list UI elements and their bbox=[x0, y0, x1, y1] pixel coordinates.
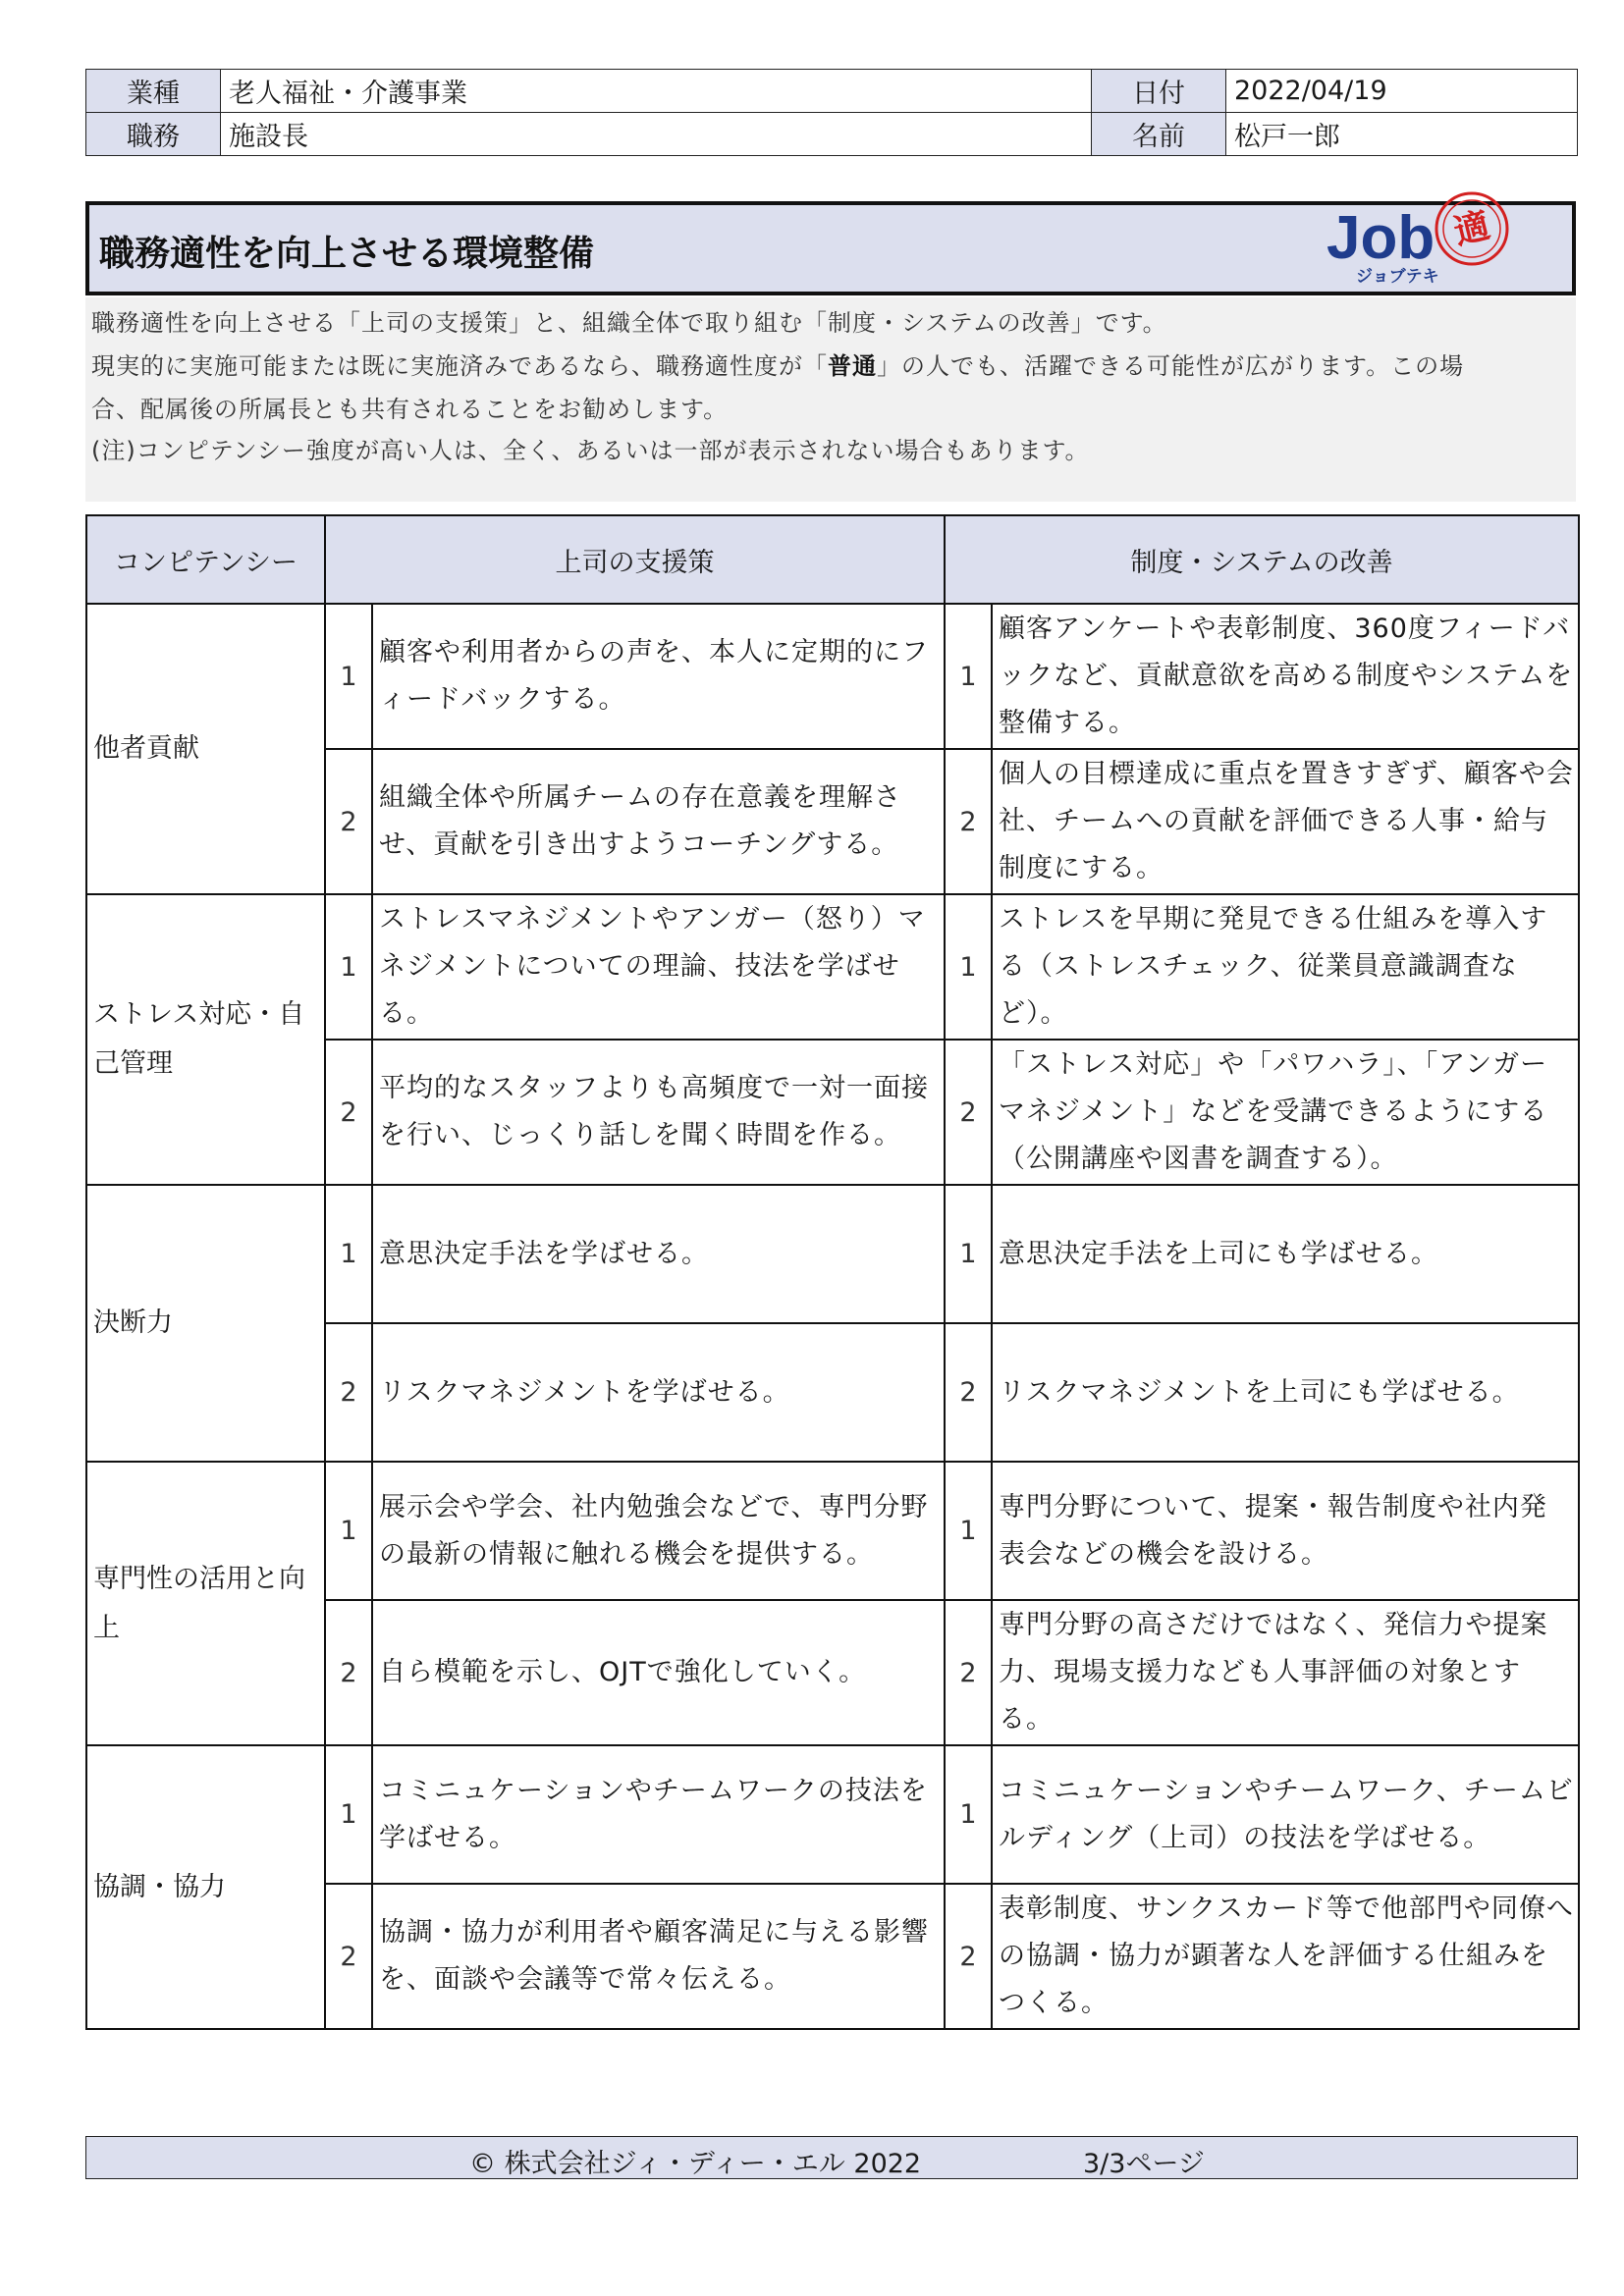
row-number: 1 bbox=[325, 894, 372, 1040]
logo-subtext: ジョブテキ bbox=[1356, 267, 1439, 287]
logo-text: Job bbox=[1326, 204, 1435, 272]
description-line-2: 現実的に実施可能または既に実施済みであるなら、職務適性度が「普通」の人でも、活躍できる可能性が広がります。この場 bbox=[91, 352, 1465, 380]
row-number: 1 bbox=[325, 1185, 372, 1323]
table-row bbox=[86, 1185, 1579, 1323]
competency-table bbox=[85, 514, 1580, 2030]
table-row bbox=[86, 1462, 1579, 1600]
row-number: 1 bbox=[945, 894, 992, 1040]
job-value: 施設長 bbox=[221, 113, 1092, 156]
row-number: 1 bbox=[945, 1745, 992, 1884]
row-number: 2 bbox=[325, 1884, 372, 2029]
support-cell: 平均的なスタッフよりも高頻度で一対一面接を行い、じっくり話しを聞く時間を作る。 bbox=[372, 1040, 945, 1185]
row-number: 2 bbox=[945, 1040, 992, 1185]
system-cell: 「ストレス対応」や「パワハラ」、「アンガーマネジメント」などを受講できるようにする（公開講座や図書を調査する）。 bbox=[992, 1040, 1579, 1185]
date-value: 2022/04/19 bbox=[1226, 70, 1578, 113]
support-cell: 顧客や利用者からの声を、本人に定期的にフィードバックする。 bbox=[372, 604, 945, 749]
support-cell: ストレスマネジメントやアンガー（怒り）マネジメントについての理論、技法を学ばせる。 bbox=[372, 894, 945, 1040]
system-cell: 個人の目標達成に重点を置きすぎず、顧客や会社、チームへの貢献を評価できる人事・給与制度にする。 bbox=[992, 749, 1579, 894]
support-cell: 組織全体や所属チームの存在意義を理解させ、貢献を引き出すようコーチングする。 bbox=[372, 749, 945, 894]
support-cell: 自ら模範を示し、OJTで強化していく。 bbox=[372, 1600, 945, 1745]
system-cell: 専門分野の高さだけではなく、発信力や提案力、現場支援力なども人事評価の対象とする。 bbox=[992, 1600, 1579, 1745]
competency-name: 協調・協力 bbox=[86, 1745, 325, 2029]
row-number: 2 bbox=[325, 749, 372, 894]
competency-name: 決断力 bbox=[86, 1185, 325, 1462]
system-cell: 専門分野について、提案・報告制度や社内発表会などの機会を設ける。 bbox=[992, 1462, 1579, 1600]
page-footer bbox=[85, 2136, 1578, 2179]
job-label: 職務 bbox=[86, 113, 221, 156]
support-cell: 展示会や学会、社内勉強会などで、専門分野の最新の情報に触れる機会を提供する。 bbox=[372, 1462, 945, 1600]
name-label: 名前 bbox=[1092, 113, 1226, 156]
document-info-table bbox=[85, 69, 1578, 156]
system-cell: コミニュケーションやチームワーク、チームビルディング（上司）の技法を学ばせる。 bbox=[992, 1745, 1579, 1884]
logo-badge: 適 bbox=[1449, 205, 1494, 253]
system-cell: 顧客アンケートや表彰制度、360度フィードバックなど、貢献意欲を高める制度やシステムを整備する。 bbox=[992, 604, 1579, 749]
competency-name: ストレス対応・自己管理 bbox=[86, 894, 325, 1185]
industry-label: 業種 bbox=[86, 70, 221, 113]
description-line-3: 合、配属後の所属長とも共有されることをお勧めします。 bbox=[91, 396, 729, 423]
section-title: 職務適性を向上させる環境整備 bbox=[99, 234, 595, 274]
support-cell: 協調・協力が利用者や顧客満足に与える影響を、面談や会議等で常々伝える。 bbox=[372, 1884, 945, 2029]
support-cell: コミニュケーションやチームワークの技法を学ばせる。 bbox=[372, 1745, 945, 1884]
system-cell: 表彰制度、サンクスカード等で他部門や同僚への協調・協力が顕著な人を評価する仕組みをつくる。 bbox=[992, 1884, 1579, 2029]
system-cell: ストレスを早期に発見できる仕組みを導入する（ストレスチェック、従業員意識調査など）。 bbox=[992, 894, 1579, 1040]
row-number: 1 bbox=[945, 1185, 992, 1323]
support-cell: リスクマネジメントを学ばせる。 bbox=[372, 1323, 945, 1462]
row-number: 1 bbox=[325, 1462, 372, 1600]
competency-name: 他者貢献 bbox=[86, 604, 325, 894]
support-cell: 意思決定手法を学ばせる。 bbox=[372, 1185, 945, 1323]
row-number: 2 bbox=[945, 749, 992, 894]
row-number: 2 bbox=[945, 1323, 992, 1462]
industry-value: 老人福祉・介護事業 bbox=[221, 70, 1092, 113]
row-number: 2 bbox=[945, 1600, 992, 1745]
header-system-improvement: 制度・システムの改善 bbox=[945, 515, 1579, 604]
row-number: 1 bbox=[945, 604, 992, 749]
description-note: (注)コンピテンシー強度が高い人は、全く、あるいは一部が表示されない場合もあります。 bbox=[91, 437, 1090, 464]
row-number: 2 bbox=[325, 1323, 372, 1462]
section-title-box bbox=[85, 201, 1576, 295]
description-line-1: 職務適性を向上させる「上司の支援策」と、組織全体で取り組む「制度・システムの改善」です。 bbox=[91, 309, 1167, 337]
page-number: 3/3ページ bbox=[1083, 2149, 1205, 2179]
jobtekki-logo bbox=[1307, 191, 1543, 290]
header-competency: コンピテンシー bbox=[86, 515, 325, 604]
table-row bbox=[86, 894, 1579, 1040]
highlight-normal: 普通 bbox=[828, 352, 877, 380]
copyright-text: © 株式会社ジィ・ディー・エル 2022 bbox=[469, 2149, 922, 2179]
row-number: 1 bbox=[325, 1745, 372, 1884]
row-number: 2 bbox=[945, 1884, 992, 2029]
row-number: 1 bbox=[325, 604, 372, 749]
row-number: 1 bbox=[945, 1462, 992, 1600]
row-number: 2 bbox=[325, 1600, 372, 1745]
description-panel bbox=[85, 297, 1576, 502]
date-label: 日付 bbox=[1092, 70, 1226, 113]
header-supervisor-support: 上司の支援策 bbox=[325, 515, 945, 604]
competency-name: 専門性の活用と向上 bbox=[86, 1462, 325, 1745]
system-cell: リスクマネジメントを上司にも学ばせる。 bbox=[992, 1323, 1579, 1462]
system-cell: 意思決定手法を上司にも学ばせる。 bbox=[992, 1185, 1579, 1323]
row-number: 2 bbox=[325, 1040, 372, 1185]
table-row bbox=[86, 604, 1579, 749]
name-value: 松戸一郎 bbox=[1226, 113, 1578, 156]
table-row bbox=[86, 1745, 1579, 1884]
